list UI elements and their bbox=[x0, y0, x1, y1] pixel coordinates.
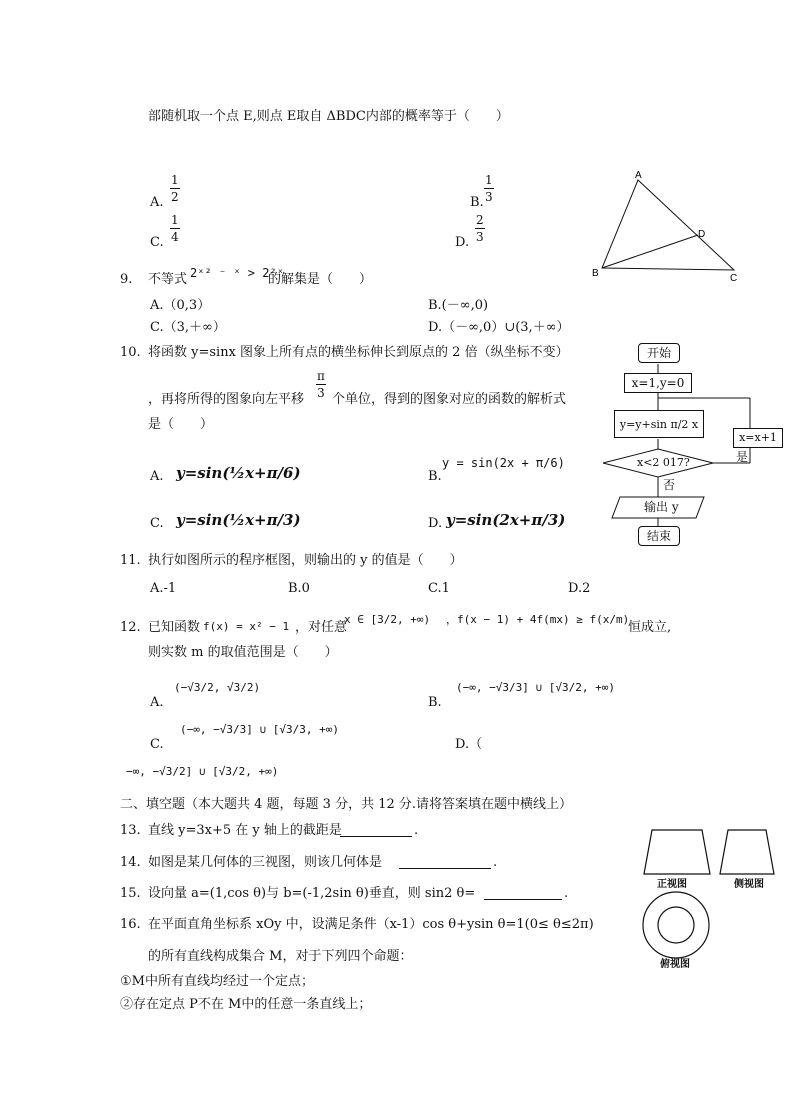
q8-b-den: 3 bbox=[485, 190, 493, 204]
side-view-trapezoid bbox=[720, 830, 774, 874]
q12-number: 12. bbox=[120, 620, 141, 635]
q9-option-a: A.（0,3） bbox=[150, 298, 211, 313]
q11-option-c: C.1 bbox=[428, 581, 450, 596]
q8-c-den: 4 bbox=[171, 230, 179, 244]
q12-option-b-expr: (−∞, −√3/3] ∪ [√3/2, +∞) bbox=[456, 681, 615, 694]
q10-option-d-expr: y=sin(2x+π/3) bbox=[446, 511, 566, 529]
q8-a-den: 2 bbox=[171, 190, 179, 204]
flowchart-condition: x<2 017? bbox=[637, 456, 690, 469]
q12-condition: x ∈ [3/2, +∞) bbox=[344, 613, 431, 626]
q12-option-d-expr: −∞, −√3/2] ∪ [√3/2, +∞) bbox=[126, 765, 279, 778]
q13-answer-blank[interactable] bbox=[340, 836, 412, 837]
q12-line2: 则实数 m 的取值范围是（ ） bbox=[148, 645, 338, 660]
vertex-a-label: A bbox=[635, 170, 642, 181]
q14-answer-blank[interactable] bbox=[399, 868, 491, 869]
flowchart-yes-label: 是 bbox=[736, 450, 749, 464]
three-views-figure bbox=[638, 826, 788, 976]
q8-a-num: 1 bbox=[171, 173, 179, 187]
q10-shift-fraction bbox=[316, 370, 326, 399]
q16-proposition-2: ②存在定点 P不在 M中的任意一条直线上； bbox=[120, 997, 372, 1012]
q12-function: f(x) = x² − 1 bbox=[203, 620, 290, 633]
q8-option-d-label: D. bbox=[455, 235, 470, 250]
q13-number: 13. bbox=[120, 823, 141, 838]
q8-d-num: 2 bbox=[476, 213, 484, 227]
flowchart-increment: x=x+1 bbox=[733, 428, 783, 448]
q14-stem: 如图是某几何体的三视图，则该几何体是 bbox=[148, 855, 383, 870]
top-view-inner-circle bbox=[658, 907, 694, 943]
q8-stem: 部随机取一个点 E,则点 E取自 ΔBDC内部的概率等于（ ） bbox=[148, 109, 509, 124]
flowchart-body: y=y+sin π/2 x bbox=[614, 410, 704, 438]
q10-option-d-label: D. bbox=[428, 516, 443, 531]
q16-number: 16. bbox=[120, 917, 141, 932]
vertex-b-label: B bbox=[592, 268, 599, 279]
q16-line2: 的所有直线构成集合 M，对于下列四个命题： bbox=[148, 949, 413, 964]
q16-proposition-1: ①M中所有直线均经过一个定点； bbox=[120, 974, 314, 989]
flowchart-init: x=1,y=0 bbox=[624, 373, 692, 393]
vertex-c-label: C bbox=[730, 273, 738, 284]
q13-stem: 直线 y=3x+5 在 y 轴上的截距是 bbox=[148, 823, 342, 838]
front-view-label: 正视图 bbox=[657, 879, 687, 890]
q12-option-a-label: A. bbox=[150, 695, 164, 710]
q10-shift-den: 3 bbox=[317, 386, 325, 400]
q8-option-a-fraction bbox=[170, 174, 180, 203]
top-view-label: 俯视图 bbox=[660, 959, 690, 970]
q8-option-b-fraction bbox=[484, 174, 494, 203]
q12-option-c-expr: (−∞, −√3/3] ∪ [√3/3, +∞) bbox=[180, 723, 339, 736]
top-view-outer-circle bbox=[643, 892, 709, 958]
q8-d-den: 3 bbox=[476, 230, 484, 244]
q10-option-c-expr: y=sin(½x+π/3) bbox=[176, 511, 301, 529]
q9-option-d: D.（－∞,0）∪(3,＋∞） bbox=[428, 320, 570, 335]
q13-tail: . bbox=[414, 823, 419, 838]
q14-number: 14. bbox=[120, 855, 141, 870]
q12-stem-pre: 已知函数 bbox=[148, 620, 201, 635]
q11-stem: 执行如图所示的程序框图，则输出的 y 的值是（ ） bbox=[148, 553, 463, 568]
q8-option-c-label: C. bbox=[150, 235, 164, 250]
side-view-label: 侧视图 bbox=[734, 879, 764, 890]
q11-option-d: D.2 bbox=[568, 581, 591, 596]
q9-expression: 2ˣ² ⁻ ˣ > 2²ˣ bbox=[190, 266, 284, 280]
q12-option-d-label: D.（ bbox=[455, 737, 483, 752]
q15-number: 15. bbox=[120, 886, 141, 901]
q9-stem-pre: 不等式 bbox=[148, 272, 188, 287]
q8-option-a-label: A. bbox=[150, 195, 164, 210]
q10-line1: 将函数 y=sinx 图象上所有点的横坐标伸长到原点的 2 倍（纵坐标不变） bbox=[148, 345, 569, 360]
q12-inequality: ，f(x − 1) + 4f(mx) ≥ f(x/m) bbox=[446, 613, 630, 626]
front-view-trapezoid bbox=[644, 830, 710, 874]
q10-line2-pre: ，再将所得的图象向左平移 bbox=[148, 392, 305, 407]
q8-option-b-label: B. bbox=[470, 195, 484, 210]
q10-option-a-expr: y=sin(½x+π/6) bbox=[176, 464, 301, 482]
q10-option-c-label: C. bbox=[150, 516, 164, 531]
q9-stem-post: 的解集是（ ） bbox=[268, 272, 373, 287]
q12-option-c-label: C. bbox=[150, 737, 164, 752]
flowchart-no-label: 否 bbox=[663, 478, 676, 492]
q11-option-a: A.-1 bbox=[150, 581, 177, 596]
vertex-d-label: D bbox=[698, 229, 706, 240]
q10-option-a-label: A. bbox=[150, 469, 164, 484]
q10-number: 10. bbox=[120, 345, 141, 360]
q10-line3: 是（ ） bbox=[148, 417, 214, 432]
q10-option-b-expr: y = sin(2x + π/6) bbox=[442, 456, 565, 470]
q8-option-d-fraction bbox=[475, 214, 485, 243]
flowchart-output: 输出 y bbox=[644, 500, 679, 514]
q9-number: 9. bbox=[120, 272, 133, 287]
q15-tail: . bbox=[564, 886, 569, 901]
triangle-figure bbox=[590, 168, 750, 288]
q12-option-a-expr: (−√3/2, √3/2) bbox=[174, 681, 261, 694]
q16-line1: 在平面直角坐标系 xOy 中，设满足条件（x-1）cos θ+ysin θ=1(0≤ θ≤2π) bbox=[148, 917, 594, 932]
q12-stem-post: 恒成立, bbox=[628, 620, 672, 635]
q10-line2-post: 个单位，得到的图象对应的函数的解析式 bbox=[332, 392, 567, 407]
q11-option-b: B.0 bbox=[288, 581, 310, 596]
q12-mid: ，对任意 bbox=[295, 620, 348, 635]
q11-number: 11. bbox=[120, 553, 141, 568]
section2-heading: 二、填空题（本大题共 4 题，每题 3 分，共 12 分.请将答案填在题中横线上） bbox=[120, 797, 573, 812]
flowchart-end: 结束 bbox=[638, 526, 680, 546]
q10-shift-num: π bbox=[317, 369, 325, 383]
q8-option-c-fraction bbox=[170, 214, 180, 243]
q9-option-b: B.(－∞,0) bbox=[428, 298, 489, 313]
q15-stem: 设向量 a=(1,cos θ)与 b=(-1,2sin θ)垂直，则 sin2 θ= bbox=[148, 886, 476, 901]
q14-tail: . bbox=[493, 855, 498, 870]
q10-option-b-label: B. bbox=[428, 469, 442, 484]
q12-option-b-label: B. bbox=[428, 695, 442, 710]
q9-option-c: C.（3,＋∞） bbox=[150, 320, 226, 335]
q8-b-num: 1 bbox=[485, 173, 493, 187]
q8-c-num: 1 bbox=[171, 213, 179, 227]
q15-answer-blank[interactable] bbox=[484, 899, 562, 900]
flowchart-start: 开始 bbox=[638, 343, 680, 363]
